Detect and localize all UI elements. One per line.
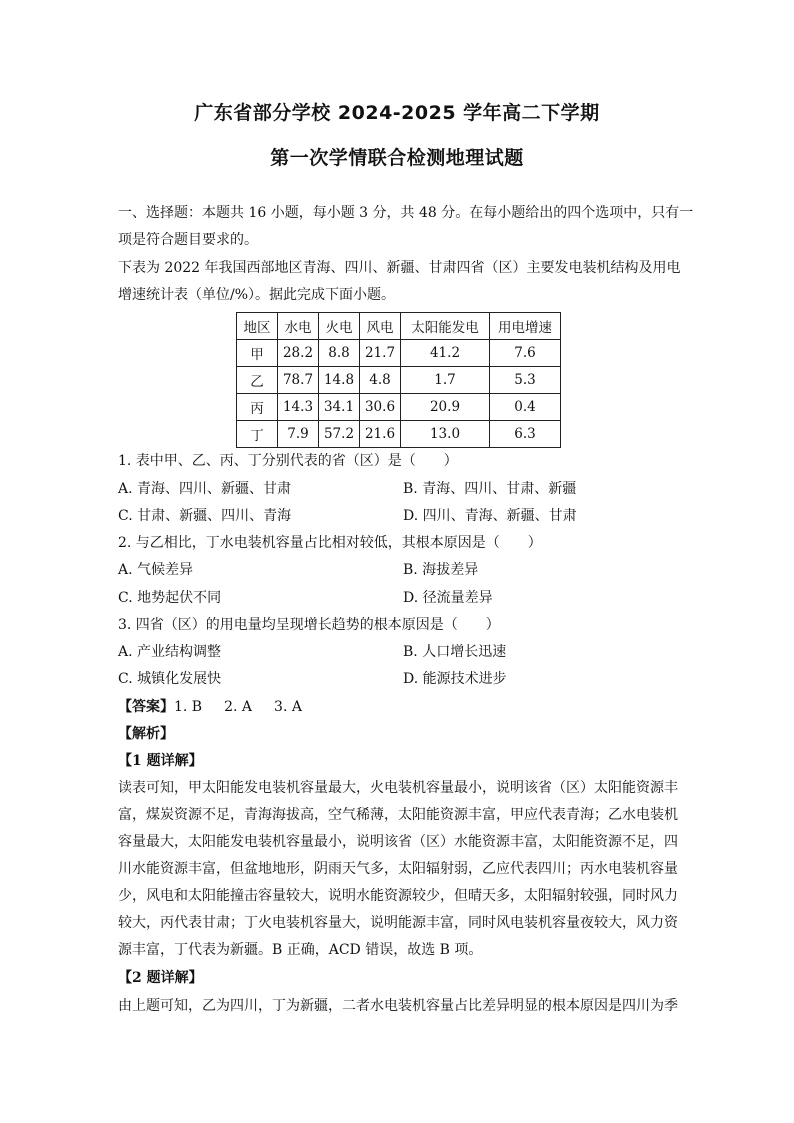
table-row xyxy=(237,367,561,394)
analysis-q1-line: 富，煤炭资源不足，青海海拔高，空气稀薄，太阳能资源丰富，甲应代表青海；乙水电装机 xyxy=(118,807,678,823)
analysis-q1-line: 较大，丙代表甘肃；丁火电装机容量大，说明能源丰富，同时风电装机容量夜较大，风力资 xyxy=(118,915,678,931)
question-2-option-a: A. 气候差异 xyxy=(118,562,194,578)
answer-item: 1. B xyxy=(174,699,203,715)
answer-line xyxy=(118,697,678,717)
table-cell: 13.0 xyxy=(401,421,490,448)
table-row xyxy=(237,340,561,367)
question-1-option-b: B. 青海、四川、甘肃、新疆 xyxy=(403,481,577,497)
table-cell: 57.2 xyxy=(319,421,360,448)
question-stem-line1: 下表为 2022 年我国西部地区青海、四川、新疆、甘肃四省（区）主要发电装机结构及用电 xyxy=(118,260,681,276)
table-cell: 20.9 xyxy=(401,394,490,421)
question-3-stem: 3. 四省（区）的用电量均呈现增长趋势的根本原因是（ ） xyxy=(118,617,500,633)
analysis-q1-line: 川水能资源丰富，但盆地地形，阴雨天气多，太阳辐射弱，乙应代表四川；丙水电装机容量 xyxy=(118,861,678,877)
table-cell: 41.2 xyxy=(401,340,490,367)
table-header-cell: 用电增速 xyxy=(490,313,561,340)
question-2-option-d: D. 径流量差异 xyxy=(403,590,493,606)
analysis-q1-line: 读表可知，甲太阳能发电装机容量最大，火电装机容量最小，说明该省（区）太阳能资源丰 xyxy=(118,780,678,796)
table-cell: 8.8 xyxy=(319,340,360,367)
table-header-cell: 火电 xyxy=(319,313,360,340)
table-cell: 丙 xyxy=(237,394,278,421)
table-cell: 乙 xyxy=(237,367,278,394)
table-cell: 5.3 xyxy=(490,367,561,394)
table-header-cell: 风电 xyxy=(360,313,401,340)
page-title-line2: 第一次学情联合检测地理试题 xyxy=(270,147,524,169)
analysis-q1-tag: 【1 题详解】 xyxy=(118,753,203,769)
analysis-q1-line: 少，风电和太阳能撞击容量较大，说明水能资源较少，但晴天多，太阳辐射较强，同时风力 xyxy=(118,888,678,904)
question-1-stem: 1. 表中甲、乙、丙、丁分别代表的省（区）是（ ） xyxy=(118,453,458,469)
question-2-option-c: C. 地势起伏不同 xyxy=(118,590,222,606)
table-cell: 丁 xyxy=(237,421,278,448)
table-row xyxy=(237,421,561,448)
power-capacity-table xyxy=(236,312,561,448)
table-cell: 6.3 xyxy=(490,421,561,448)
question-3-option-a: A. 产业结构调整 xyxy=(118,644,222,660)
table-cell: 21.6 xyxy=(360,421,401,448)
analysis-q2-tag: 【2 题详解】 xyxy=(118,970,203,986)
section-intro-line1: 一、选择题：本题共 16 小题，每小题 3 分，共 48 分。在每小题给出的四个选项中，只有一 xyxy=(118,205,694,221)
question-1-option-a: A. 青海、四川、新疆、甘肃 xyxy=(118,481,292,497)
table-row xyxy=(237,394,561,421)
analysis-tag: 【解析】 xyxy=(118,726,174,742)
question-1-option-c: C. 甘肃、新疆、四川、青海 xyxy=(118,508,292,524)
question-3-option-b: B. 人口增长迅速 xyxy=(403,644,507,660)
table-cell: 28.2 xyxy=(278,340,319,367)
question-3-option-d: D. 能源技术进步 xyxy=(403,671,507,687)
question-1-option-d: D. 四川、青海、新疆、甘肃 xyxy=(403,508,577,524)
table-cell: 34.1 xyxy=(319,394,360,421)
page-title-line1: 广东省部分学校 2024-2025 学年高二下学期 xyxy=(194,102,600,124)
table-header-row xyxy=(237,313,561,340)
analysis-q2-line: 由上题可知，乙为四川，丁为新疆，二者水电装机容量占比差异明显的根本原因是四川为季 xyxy=(118,998,678,1014)
table-cell: 0.4 xyxy=(490,394,561,421)
table-header-cell: 太阳能发电 xyxy=(401,313,490,340)
analysis-q1-line: 容量最大，太阳能发电装机容量最小，说明该省（区）水能资源丰富，太阳能资源不足，四 xyxy=(118,834,678,850)
table-header-cell: 地区 xyxy=(237,313,278,340)
table-cell: 14.8 xyxy=(319,367,360,394)
table-cell: 14.3 xyxy=(278,394,319,421)
table-cell: 21.7 xyxy=(360,340,401,367)
table-cell: 7.9 xyxy=(278,421,319,448)
question-2-option-b: B. 海拔差异 xyxy=(403,562,479,578)
question-2-stem: 2. 与乙相比，丁水电装机容量占比相对较低，其根本原因是（ ） xyxy=(118,535,542,551)
answer-item: 2. A xyxy=(224,699,253,715)
table-cell: 30.6 xyxy=(360,394,401,421)
table-header-cell: 水电 xyxy=(278,313,319,340)
question-3-option-c: C. 城镇化发展快 xyxy=(118,671,222,687)
table-cell: 1.7 xyxy=(401,367,490,394)
question-stem-line2: 增速统计表（单位/%）。据此完成下面小题。 xyxy=(118,287,396,303)
answer-tag: 【答案】 xyxy=(118,699,174,715)
table-cell: 78.7 xyxy=(278,367,319,394)
table-cell: 4.8 xyxy=(360,367,401,394)
answer-item: 3. A xyxy=(274,699,302,715)
analysis-q1-line: 源丰富，丁代表为新疆。B 正确，ACD 错误，故选 B 项。 xyxy=(118,942,483,958)
section-intro-line2: 项是符合题目要求的。 xyxy=(118,232,258,248)
table-cell: 7.6 xyxy=(490,340,561,367)
table-cell: 甲 xyxy=(237,340,278,367)
